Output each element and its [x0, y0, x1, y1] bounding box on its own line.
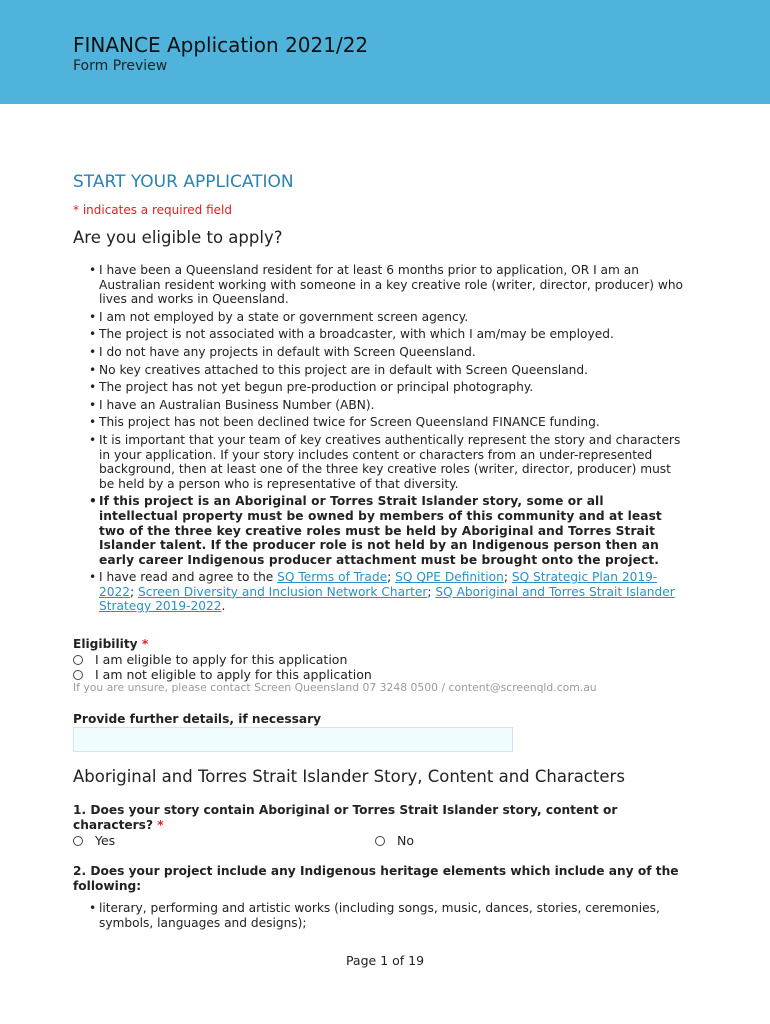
radio-q1-no[interactable]: [375, 833, 414, 848]
criteria-item: • The project is not associated with a broadcaster, with which I am/may be employed.: [85, 327, 685, 342]
required-mark: *: [141, 637, 149, 651]
atsi-heading: Aboriginal and Torres Strait Islander Story, Content and Characters: [73, 767, 625, 786]
form-title: FINANCE Application 2021/22: [73, 33, 369, 57]
radio-q1-yes[interactable]: [73, 833, 115, 848]
agree-prefix: I have read and agree to the: [99, 570, 278, 585]
required-note: * indicates a required field: [73, 203, 232, 217]
radio-label: No: [397, 833, 414, 848]
radio-eligible[interactable]: [73, 652, 347, 667]
page-number: Page 1 of 19: [345, 953, 425, 968]
details-label: Provide further details, if necessary: [73, 712, 322, 726]
link-atsi-strategy[interactable]: SQ Aboriginal and Torres Strait Islander Strategy 2019-2022: [99, 584, 675, 614]
radio-circle-icon[interactable]: [73, 655, 83, 665]
criteria-item: • I do not have any projects in default with Screen Queensland.: [85, 345, 685, 360]
radio-label: I am eligible to apply for this application: [95, 652, 348, 667]
separator: ;: [387, 570, 396, 585]
eligibility-label-text: Eligibility: [73, 637, 138, 651]
heritage-item: • literary, performing and artistic works (including songs, music, dances, stories, ceremonies, symbols, languages and designs);: [85, 901, 685, 931]
q1-label: [73, 803, 673, 833]
separator: ;: [503, 570, 512, 585]
link-qpe-definition[interactable]: SQ QPE Definition: [395, 570, 504, 585]
section-title: START YOUR APPLICATION: [73, 172, 294, 192]
link-diversity-charter[interactable]: Screen Diversity and Inclusion Network Charter: [138, 584, 428, 599]
radio-label: I am not eligible to apply for this application: [95, 667, 372, 682]
separator: ;: [130, 584, 139, 599]
heritage-list: [85, 901, 685, 931]
agree-suffix: .: [221, 599, 226, 614]
header-banner: [0, 0, 770, 104]
radio-not-eligible[interactable]: [73, 667, 372, 682]
criteria-item: • This project has not been declined twice for Screen Queensland FINANCE funding.: [85, 415, 685, 430]
q1-label-text: 1. Does your story contain Aboriginal or Torres Strait Islander story, content or characters?: [73, 803, 618, 832]
radio-circle-icon[interactable]: [375, 836, 385, 846]
eligibility-hint: If you are unsure, please contact Screen Queensland 07 3248 0500 / content@screenqld.com.au: [73, 681, 597, 694]
radio-circle-icon[interactable]: [73, 836, 83, 846]
criteria-item: • I have an Australian Business Number (ABN).: [85, 398, 685, 413]
separator: ;: [427, 584, 436, 599]
details-input[interactable]: [73, 727, 513, 752]
link-strategic-plan[interactable]: SQ Strategic Plan 2019-2022: [99, 570, 658, 599]
form-subtitle: Form Preview: [73, 58, 168, 74]
required-mark: *: [157, 818, 164, 832]
eligibility-heading: Are you eligible to apply?: [73, 228, 283, 247]
eligibility-label: [73, 637, 148, 651]
criteria-item: • No key creatives attached to this project are in default with Screen Queensland.: [85, 363, 685, 378]
agree-item: [85, 570, 685, 614]
eligibility-criteria-list: [85, 263, 685, 617]
criteria-item: • The project has not yet begun pre-production or principal photography.: [85, 380, 685, 395]
radio-circle-icon[interactable]: [73, 670, 83, 680]
q2-label: 2. Does your project include any Indigenous heritage elements which include any of the following:: [73, 864, 679, 893]
criteria-item: • I have been a Queensland resident for at least 6 months prior to application, OR I am an Australian resident working with someone in a key creative role (writer, director, producer) who lives and works in Queensland.: [85, 263, 685, 307]
criteria-item: • I am not employed by a state or government screen agency.: [85, 310, 685, 325]
radio-label: Yes: [95, 833, 116, 848]
criteria-item-atsi: • If this project is an Aboriginal or Torres Strait Islander story, some or all intellectual property must be owned by members of this community and at least two of the three key creative roles must be held by Aboriginal and Torres Strait Islander talent. If the producer role is not held by an Indigenous person then an early career Indigenous producer attachment must be brought onto the project.: [85, 494, 685, 567]
link-terms-of-trade[interactable]: SQ Terms of Trade: [277, 570, 388, 585]
criteria-item: • It is important that your team of key creatives authentically represent the story and characters in your application. If your story includes content or characters from an under-represented background, then at least one of the three key creative roles (writer, director, producer) must be held by a person who is representative of that diversity.: [85, 433, 685, 491]
